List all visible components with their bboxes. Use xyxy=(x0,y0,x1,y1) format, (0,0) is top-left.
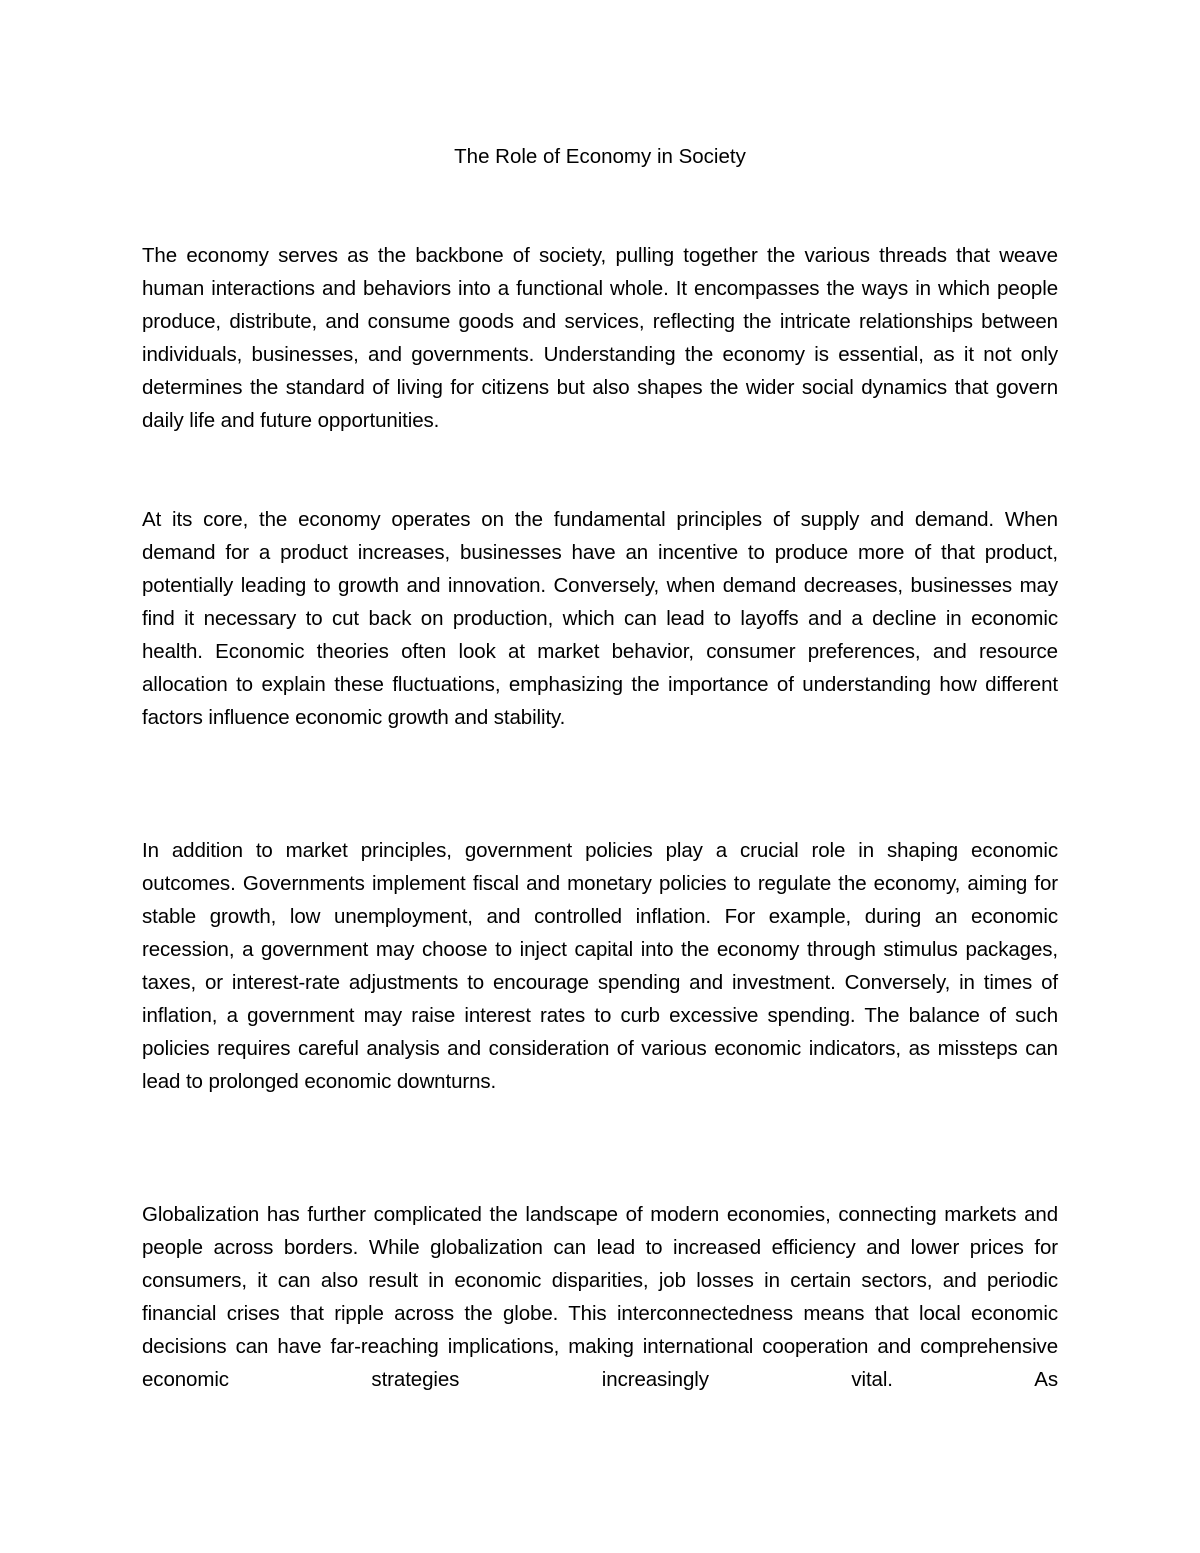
document-title: The Role of Economy in Society xyxy=(454,145,746,168)
paragraph-economy-backbone: The economy serves as the backbone of society, pulling together the various threads that weave human interactions and behaviors into a functional whole. It encompasses the ways in which people produce, distribute, and consume goods and services, reflecting the intricate relationships between individuals, businesses, and governments. Understanding the economy is essential, as it not only determines the standard of living for citizens but also shapes the wider social dynamics that govern daily life and future opportunities. xyxy=(142,244,1058,432)
paragraph-supply-demand: At its core, the economy operates on the fundamental principles of supply and demand. When demand for a product increases, businesses have an incentive to produce more of that product, potentially leading to growth and innovation. Conversely, when demand decreases, businesses may find it necessary to cut back on production, which can lead to layoffs and a decline in economic health. Economic theories often look at market behavior, consumer preferences, and resource allocation to explain these fluctuations, emphasizing the importance of understanding how different factors influence economic growth and stability. xyxy=(142,508,1058,729)
paragraph-globalization: Globalization has further complicated the landscape of modern economies, connecting markets and people across borders. While globalization can lead to increased efficiency and lower prices for consumers, it can also result in economic disparities, job losses in certain sectors, and periodic financial crises that ripple across the globe. This interconnectedness means that local economic decisions can have far-reaching implications, making international cooperation and comprehensive economic strategies increasingly vital. As xyxy=(142,1203,1058,1391)
paragraph-government-policies: In addition to market principles, government policies play a crucial role in shaping economic outcomes. Governments implement fiscal and monetary policies to regulate the economy, aiming for stable growth, low unemployment, and controlled inflation. For example, during an economic recession, a government may choose to inject capital into the economy through stimulus packages, taxes, or interest-rate adjustments to encourage spending and investment. Conversely, in times of inflation, a government may raise interest rates to curb excessive spending. The balance of such policies requires careful analysis and consideration of various economic indicators, as missteps can lead to prolonged economic downturns. xyxy=(142,839,1058,1093)
